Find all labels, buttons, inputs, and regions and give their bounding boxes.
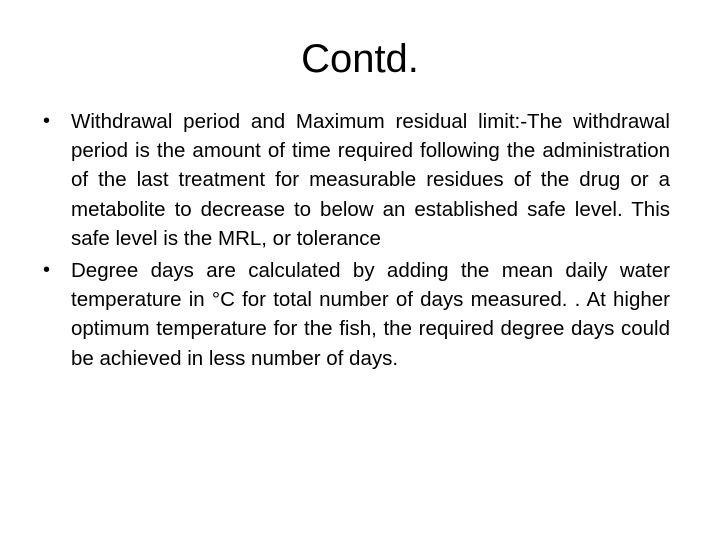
bullet-text: Withdrawal period and Maximum residual limit:-The withdrawal period is the amount of time required following the administration of the last treatment for measurable residues of the drug or a metabolite to decrease to below an established safe level. This safe level is the MRL, or tolerance (71, 110, 670, 250)
bullet-item-withdrawal-period (36, 107, 670, 253)
bullet-icon: • (43, 110, 51, 132)
bullet-list (36, 107, 670, 376)
bullet-item-degree-days (36, 256, 670, 373)
bullet-icon: • (43, 259, 51, 282)
slide-title: Contd. (301, 37, 419, 81)
bullet-text: Degree days are calculated by adding the mean daily water temperature in °C for total number of days measured. . At higher optimum temperature for the fish, the required degree days could be achieved in less number of days. (71, 259, 670, 370)
